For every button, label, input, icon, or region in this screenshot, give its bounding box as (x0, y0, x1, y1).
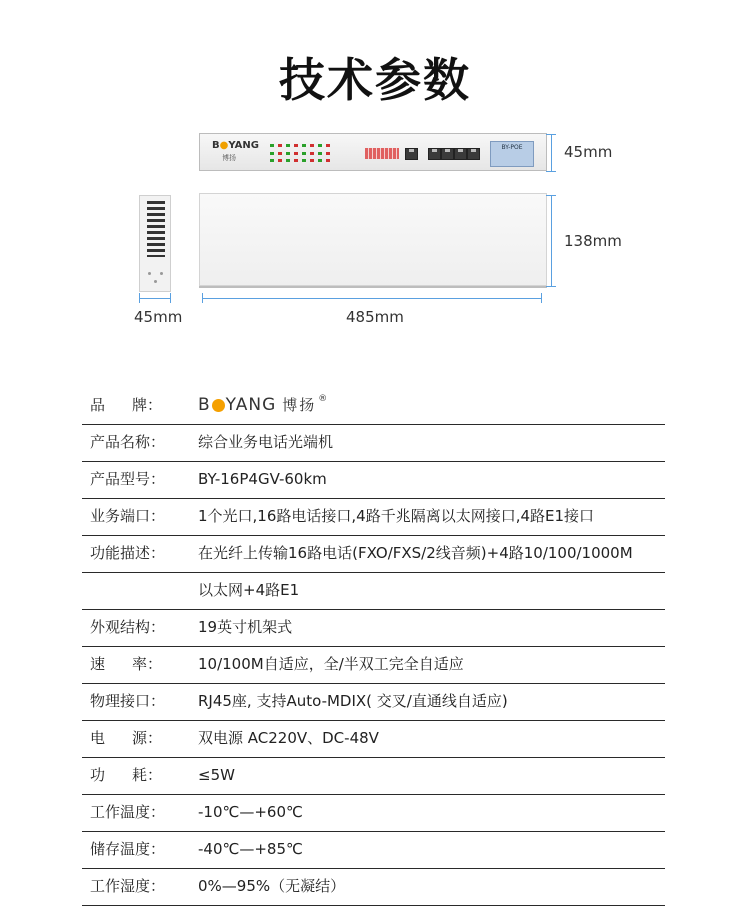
mount-hole (154, 280, 157, 283)
spec-key: 业务端口： (90, 507, 166, 525)
vent-grille (147, 201, 165, 257)
device-front-panel-image (199, 133, 547, 171)
ethernet-port (428, 148, 441, 160)
spec-value: 10/100M自适应，全/半双工完全自适应 (198, 655, 464, 673)
spec-key: 产品名称： (90, 433, 166, 451)
spec-value: -40℃—+85℃ (198, 840, 303, 858)
spec-value: 在光纤上传输16路电话(FXO/FXS/2线音频)+4路10/100/1000M (198, 544, 633, 562)
spec-key: 储存温度： (90, 840, 166, 858)
dimension-tick (139, 293, 140, 303)
dimension-line (139, 298, 171, 299)
spec-value: RJ45座, 支持Auto-MDIX( 交叉/直通线自适应) (198, 692, 508, 710)
mount-hole (148, 272, 151, 275)
dimension-tick (546, 286, 556, 287)
device-sticker: BY-POE (490, 141, 534, 167)
mount-hole (160, 272, 163, 275)
spec-row (82, 499, 665, 536)
spec-value (198, 388, 328, 423)
spec-row (82, 758, 665, 795)
spec-key: 功能描述： (90, 544, 166, 562)
dimension-tick (170, 293, 171, 303)
spec-row (82, 795, 665, 832)
dimension-height-label: 45mm (564, 143, 613, 161)
ethernet-port (441, 148, 454, 160)
device-brand-cn: 博扬 (222, 154, 236, 162)
spec-key: 电 源： (90, 729, 162, 747)
dimension-line (551, 195, 552, 287)
spec-key: 工作温度： (90, 803, 166, 821)
spec-row (82, 684, 665, 721)
page-title: 技术参数 (279, 53, 471, 107)
dip-switch (365, 148, 399, 159)
spec-row (82, 573, 665, 610)
spec-table (82, 388, 665, 906)
spec-row (82, 647, 665, 684)
spec-row (82, 721, 665, 758)
device-top-view-image (199, 193, 547, 286)
dimension-tick (541, 293, 542, 303)
device-brand-logo: B●YANG (212, 140, 259, 151)
spec-value: 0%—95%（无凝结） (198, 877, 346, 895)
spec-row (82, 832, 665, 869)
spec-row (82, 425, 665, 462)
device-side-view-image (139, 195, 171, 292)
dimension-tick (202, 293, 203, 303)
dimension-line (202, 298, 542, 299)
spec-row (82, 610, 665, 647)
dimension-line (551, 134, 552, 172)
spec-value: -10℃—+60℃ (198, 803, 303, 821)
spec-value: 以太网+4路E1 (198, 581, 300, 599)
spec-key: 物理接口： (90, 692, 166, 710)
spec-key: 外观结构： (90, 618, 166, 636)
spec-key: 速 率： (90, 655, 162, 673)
spec-value: 双电源 AC220V、DC-48V (198, 729, 379, 747)
spec-value: 综合业务电话光端机 (198, 433, 334, 451)
spec-key: 工作湿度： (90, 877, 166, 895)
spec-key: 品 牌： (90, 396, 162, 414)
spec-value: 1个光口,16路电话接口,4路千兆隔离以太网接口,4路E1接口 (198, 507, 595, 525)
dimension-width-label: 485mm (346, 308, 404, 326)
spec-row (82, 462, 665, 499)
spec-value: ≤5W (198, 766, 235, 784)
status-led-array (270, 144, 332, 164)
console-port (405, 148, 418, 160)
spec-row (82, 536, 665, 573)
dimension-depth-label: 138mm (564, 232, 622, 250)
brand-logo: B YANG 博扬 ® (198, 394, 329, 415)
spec-key: 产品型号： (90, 470, 166, 488)
dimension-tick (546, 195, 556, 196)
spec-value: BY-16P4GV-60km (198, 470, 327, 488)
ethernet-port (467, 148, 480, 160)
dimension-side-width-label: 45mm (134, 308, 183, 326)
brand-logo-circle-icon (212, 399, 225, 412)
spec-row-brand (82, 388, 665, 425)
dimension-tick (546, 171, 556, 172)
spec-value: 19英寸机架式 (198, 618, 293, 636)
ethernet-port (454, 148, 467, 160)
dimension-tick (546, 134, 556, 135)
spec-key: 功 耗： (90, 766, 162, 784)
spec-row (82, 869, 665, 906)
